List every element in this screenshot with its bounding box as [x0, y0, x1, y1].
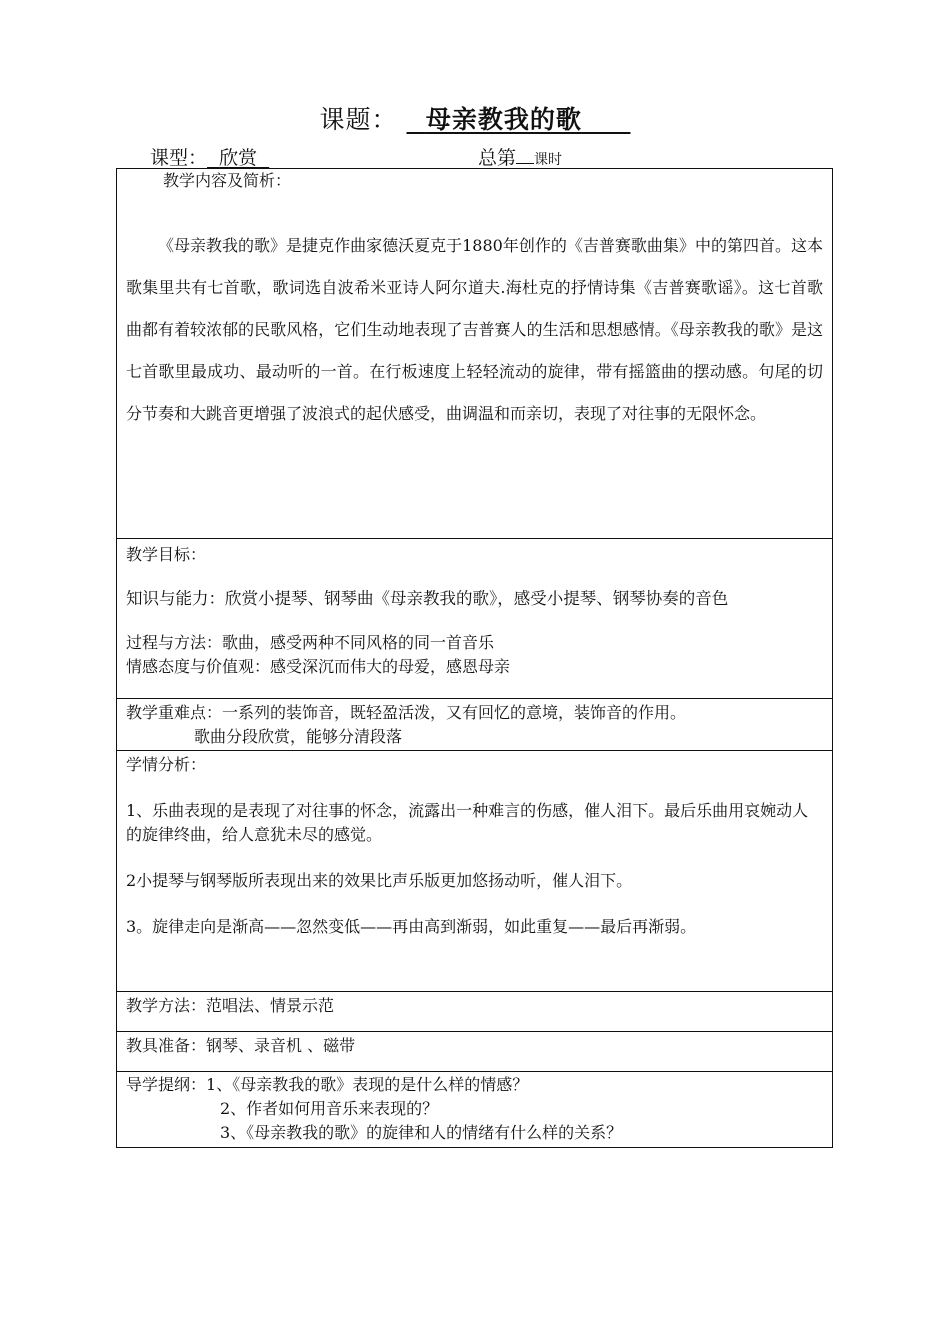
lesson-type	[150, 143, 269, 170]
goal-process: 过程与方法：歌曲，感受两种不同风格的同一首音乐	[126, 633, 495, 652]
page-title	[0, 100, 950, 136]
outline-q1-line	[126, 1073, 823, 1097]
cell-tools	[117, 1032, 833, 1072]
key-points-line1: 教学重难点：一系列的装饰音，既轻盈活泼，又有回忆的意境，装饰音的作用。	[126, 703, 687, 722]
cell-key-points	[117, 699, 833, 751]
cell-outline	[117, 1072, 833, 1148]
goal-emotion: 情感态度与价值观：感受深沉而伟大的母爱，感恩母亲	[126, 657, 511, 676]
row-tools	[117, 1032, 833, 1072]
content-analysis-text: 《母亲教我的歌》是捷克作曲家德沃夏克于1880年创作的《吉普赛歌曲集》中的第四首。这本歌集里共有七首歌，歌词选自波希米亚诗人阿尔道夫.海杜克的抒情诗集《吉普赛歌谣》。这七首歌曲都有着较浓郁的民歌风格，它们生动地表现了吉普赛人的生活和思想感情。《母亲教我的歌》是这七首歌里最成功、最动听的一首。在行板速度上轻轻流动的旋律，带有摇篮曲的摆动感。句尾的切分节奏和大跳音更增强了波浪式的起伏感受，曲调温和而亲切，表现了对往事的无限怀念。	[126, 236, 823, 423]
lesson-plan-table	[116, 168, 833, 1148]
goals-label: 教学目标：	[126, 545, 207, 564]
row-outline	[117, 1072, 833, 1148]
key-points-line2: 歌曲分段欣赏，能够分清段落	[194, 727, 403, 746]
row-goals	[117, 539, 833, 699]
lesson-type-label: 课型：	[150, 147, 208, 169]
cell-method	[117, 992, 833, 1032]
goal-knowledge: 知识与能力：欣赏小提琴、钢琴曲《母亲教我的歌》，感受小提琴、钢琴协奏的音色	[126, 589, 729, 608]
period-unit: 课时	[534, 152, 563, 168]
outline-q2: 2、作者如何用音乐来表现的？	[220, 1099, 439, 1118]
outline-q3: 3、《母亲教我的歌》的旋律和人的情绪有什么样的关系？	[220, 1123, 623, 1142]
learning-item-3: 3。旋律走向是渐高——忽然变低——再由高到渐弱，如此重复——最后再渐弱。	[126, 917, 697, 936]
title-label: 课题：	[319, 105, 398, 134]
learning-item-1: 1、乐曲表现的是表现了对往事的怀念，流露出一种难言的伤感，催人泪下。最后乐曲用哀婉动人的旋律终曲，给人意犹未尽的感觉。	[126, 801, 809, 844]
row-method	[117, 992, 833, 1032]
title-value: 母亲教我的歌	[425, 105, 582, 134]
learning-item-2: 2小提琴与钢琴版所表现出来的效果比声乐版更加悠扬动听，催人泪下。	[126, 871, 633, 890]
lesson-period	[478, 143, 562, 170]
period-blank	[516, 163, 534, 164]
teaching-method: 教学方法：范唱法、情景示范	[126, 996, 335, 1015]
teaching-tools: 教具准备：钢琴、录音机 、磁带	[126, 1036, 356, 1055]
period-label: 总第	[478, 147, 517, 169]
lesson-type-value: 欣赏	[219, 147, 258, 169]
cell-goals	[117, 539, 833, 699]
cell-learning-analysis	[117, 751, 833, 992]
row-key-points	[117, 699, 833, 751]
cell-content-analysis	[117, 169, 833, 539]
row-learning-analysis	[117, 751, 833, 992]
outline-label: 导学提纲：	[126, 1075, 207, 1094]
content-analysis-label: 教学内容及简析：	[163, 171, 292, 190]
row-content-analysis	[117, 169, 833, 539]
learning-analysis-label: 学情分析：	[126, 755, 207, 774]
outline-q1: 1、《母亲教我的歌》表现的是什么样的情感？	[206, 1075, 529, 1094]
